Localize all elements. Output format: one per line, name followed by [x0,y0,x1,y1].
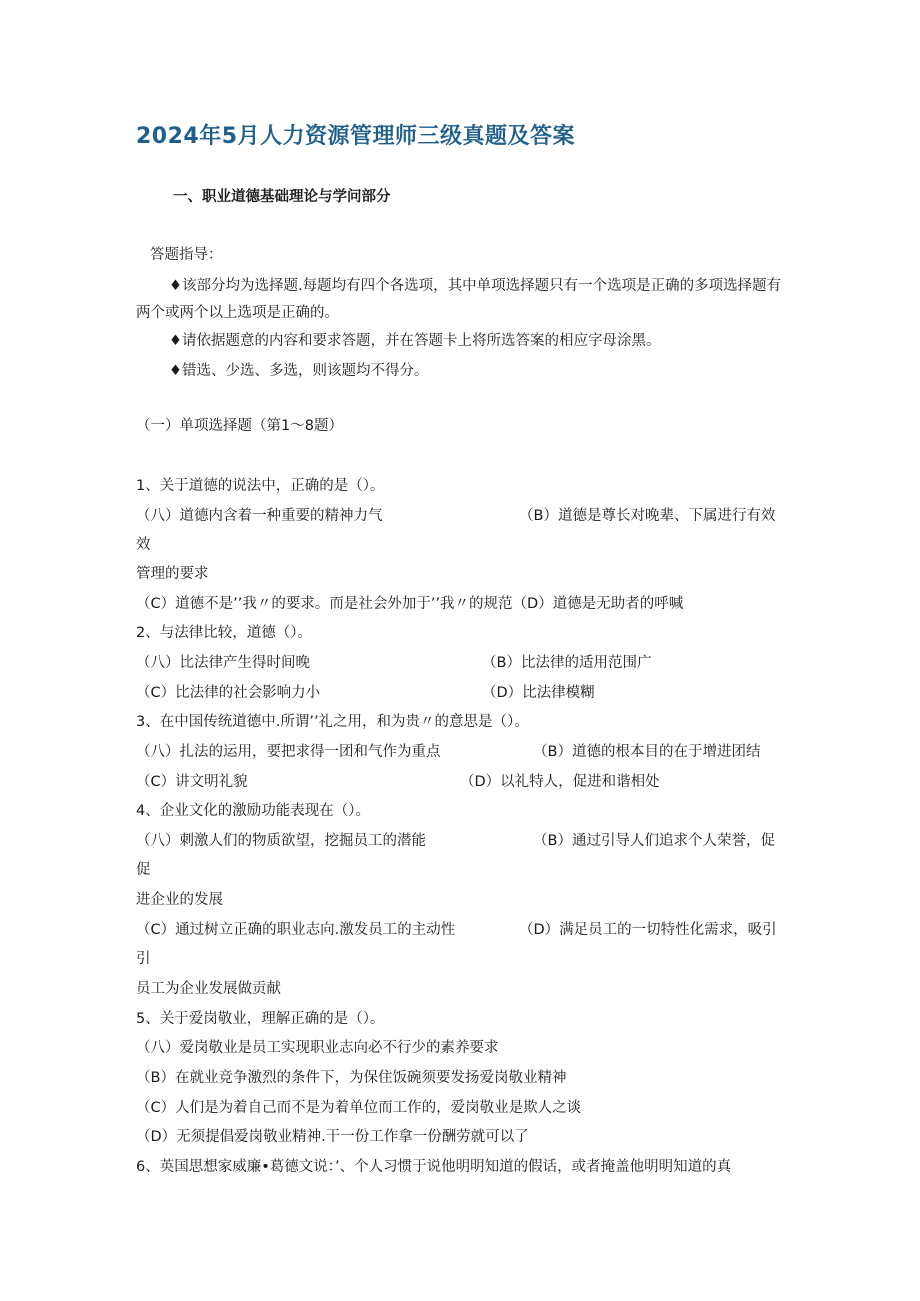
question-1-option-a: （八）道德内含着一种重要的精神力气 [136,508,383,524]
question-2-option-d: （D）比法律模糊 [482,685,595,701]
question-4-option-d: （D）满足员工的一切特性化需求，吸引 [519,922,777,938]
section-heading: 一、职业道德基础理论与学问部分 [173,189,391,205]
guide-item-2: ♦请依据题意的内容和要求答题，并在答题卡上将所选答案的相应字母涂黑。 [169,333,661,349]
question-3-option-b: （B）道德的根本目的在于增进团结 [533,744,761,760]
question-3-option-a: （八）扎法的运用，要把求得一团和气作为重点 [136,744,441,760]
question-4-option-b-continued: 进企业的发展 [136,892,223,908]
question-5-option-a: （八）爱岗敬业是员工实现职业志向必不行少的素养要求 [136,1040,499,1056]
part-heading: （一）单项选择题（第1～8题） [136,418,343,434]
guide-item-3: ♦错选、少选、多选，则该题均不得分。 [169,363,429,379]
question-5: 5、关于爱岗敬业，理解正确的是（）。 [136,1011,385,1027]
question-4-option-b-wrap: 促 [136,862,151,878]
question-4-option-d-continued: 员工为企业发展做贡献 [136,981,281,997]
question-2-option-b: （B）比法律的适用范围广 [482,655,652,671]
question-1-option-b-continued: 管理的要求 [136,566,209,582]
guide-item-1: ♦该部分均为选择题.每题均有四个各选项，其中单项选择题只有一个选项是正确的多项选择题有两个或两个以上选项是正确的。 [136,278,782,321]
question-2: 2、与法律比较，道德（）。 [136,625,312,641]
guide-heading: 答题指导： [150,247,223,263]
question-4-option-d-wrap: 引 [136,951,151,967]
document-title: 2024年5月人力资源管理师三级真题及答案 [136,124,576,149]
question-1-option-b: （B）道德是尊长对晚辈、下属进行有效 [519,508,776,524]
question-5-option-b: （B）在就业竞争激烈的条件下，为保住饭碗须要发扬爱岗敬业精神 [136,1070,567,1086]
question-5-option-c: （C）人们是为着自己而不是为着单位而工作的，爱岗敬业是欺人之谈 [136,1100,582,1116]
question-3: 3、在中国传统道德中.所谓’’礼之用，和为贵〃的意思是（）。 [136,714,529,730]
question-3-option-c: （C）讲文明礼貌 [136,774,248,790]
question-4-option-c: （C）通过树立正确的职业志向.激发员工的主动性 [136,922,456,938]
question-6: 6、英国思想家威廉•葛德文说：’、个人习惯于说他明明知道的假话，或者掩盖他明明知道的真 [136,1159,732,1175]
question-4: 4、企业文化的激励功能表现在（）。 [136,803,370,819]
question-3-option-d: （D）以礼特人，促进和谐相处 [460,774,660,790]
question-1-options-c-d: （C）道德不是’’我〃的要求。而是社会外加于’’我〃的规范（D）道德是无助者的呼喊 [136,596,684,612]
question-1-option-b-wrap: 效 [136,537,151,553]
question-4-option-a: （八）刺激人们的物质欲望，挖掘员工的潜能 [136,833,426,849]
question-1: 1、关于道德的说法中，正确的是（）。 [136,478,385,494]
question-5-option-d: （D）无须提倡爱岗敬业精神.干一份工作拿一份酬劳就可以了 [136,1129,529,1145]
question-4-option-b: （B）通过引导人们追求个人荣誉，促 [533,833,775,849]
question-2-option-c: （C）比法律的社会影响力小 [136,685,321,701]
question-2-option-a: （八）比法律产生得时间晚 [136,655,310,671]
